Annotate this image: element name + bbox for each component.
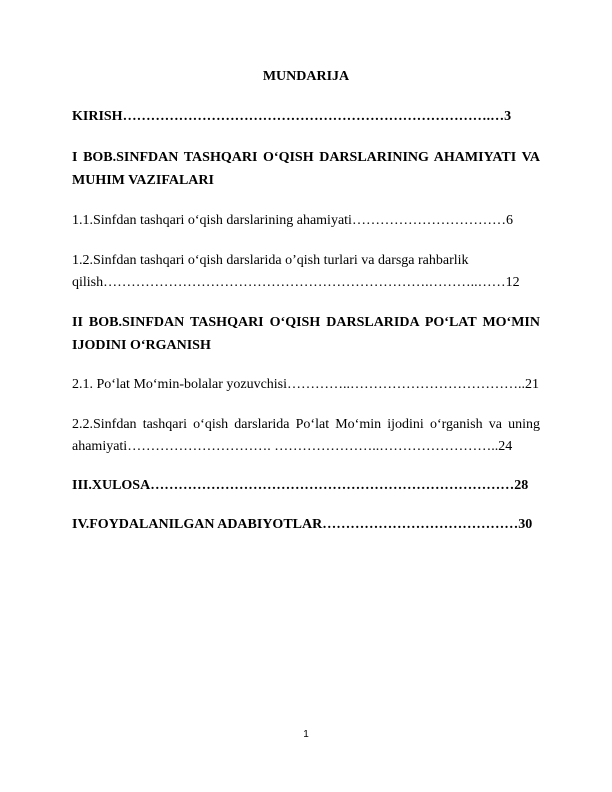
toc-chapter-1-line-2: MUHIM VAZIFALARI [72, 173, 214, 188]
toc-section-1-2-line-1: 1.2.Sinfdan tashqari o‘qish darslarida o’qish turlari va darsga rahbarlik [72, 253, 469, 268]
toc-entry-foydalanilgan-adabiyotlar: IV.FOYDALANILGAN ADABIYOTLAR……………………………………30 [72, 517, 533, 532]
toc-section-2-2-line-1: 2.2.Sinfdan tashqari o‘qish darslarida Po‘lat Mo‘min ijodini o‘rganish va uning [72, 417, 540, 432]
toc-heading: MUNDARIJA [262, 69, 350, 84]
toc-chapter-2-line-2: IJODINI O‘RGANISH [72, 338, 211, 353]
toc-chapter-2-line-1: II BOB.SINFDAN TASHQARI O‘QISH DARSLARIDA PO‘LAT MO‘MIN [72, 315, 540, 330]
toc-section-1-2-line-2: qilish…………………………………………………………….………..……12 [72, 275, 520, 290]
page-number: 1 [303, 729, 309, 740]
toc-section-1-1: 1.1.Sinfdan tashqari o‘qish darslarining ahamiyati……………………………6 [72, 213, 513, 228]
toc-section-2-2-line-2: ahamiyati…………………………. …………………..……………………..24 [72, 439, 513, 454]
toc-section-2-1: 2.1. Po‘lat Mo‘min-bolalar yozuvchisi…………..………………………………..21 [72, 377, 540, 392]
toc-entry-kirish: KIRISH…………………………………………………………………….…3 [72, 109, 512, 124]
toc-entry-xulosa: III.XULOSA……………………………………………………………………28 [72, 478, 529, 493]
toc-chapter-1-line-1: I BOB.SINFDAN TASHQARI O‘QISH DARSLARINING AHAMIYATI VA [72, 150, 540, 165]
